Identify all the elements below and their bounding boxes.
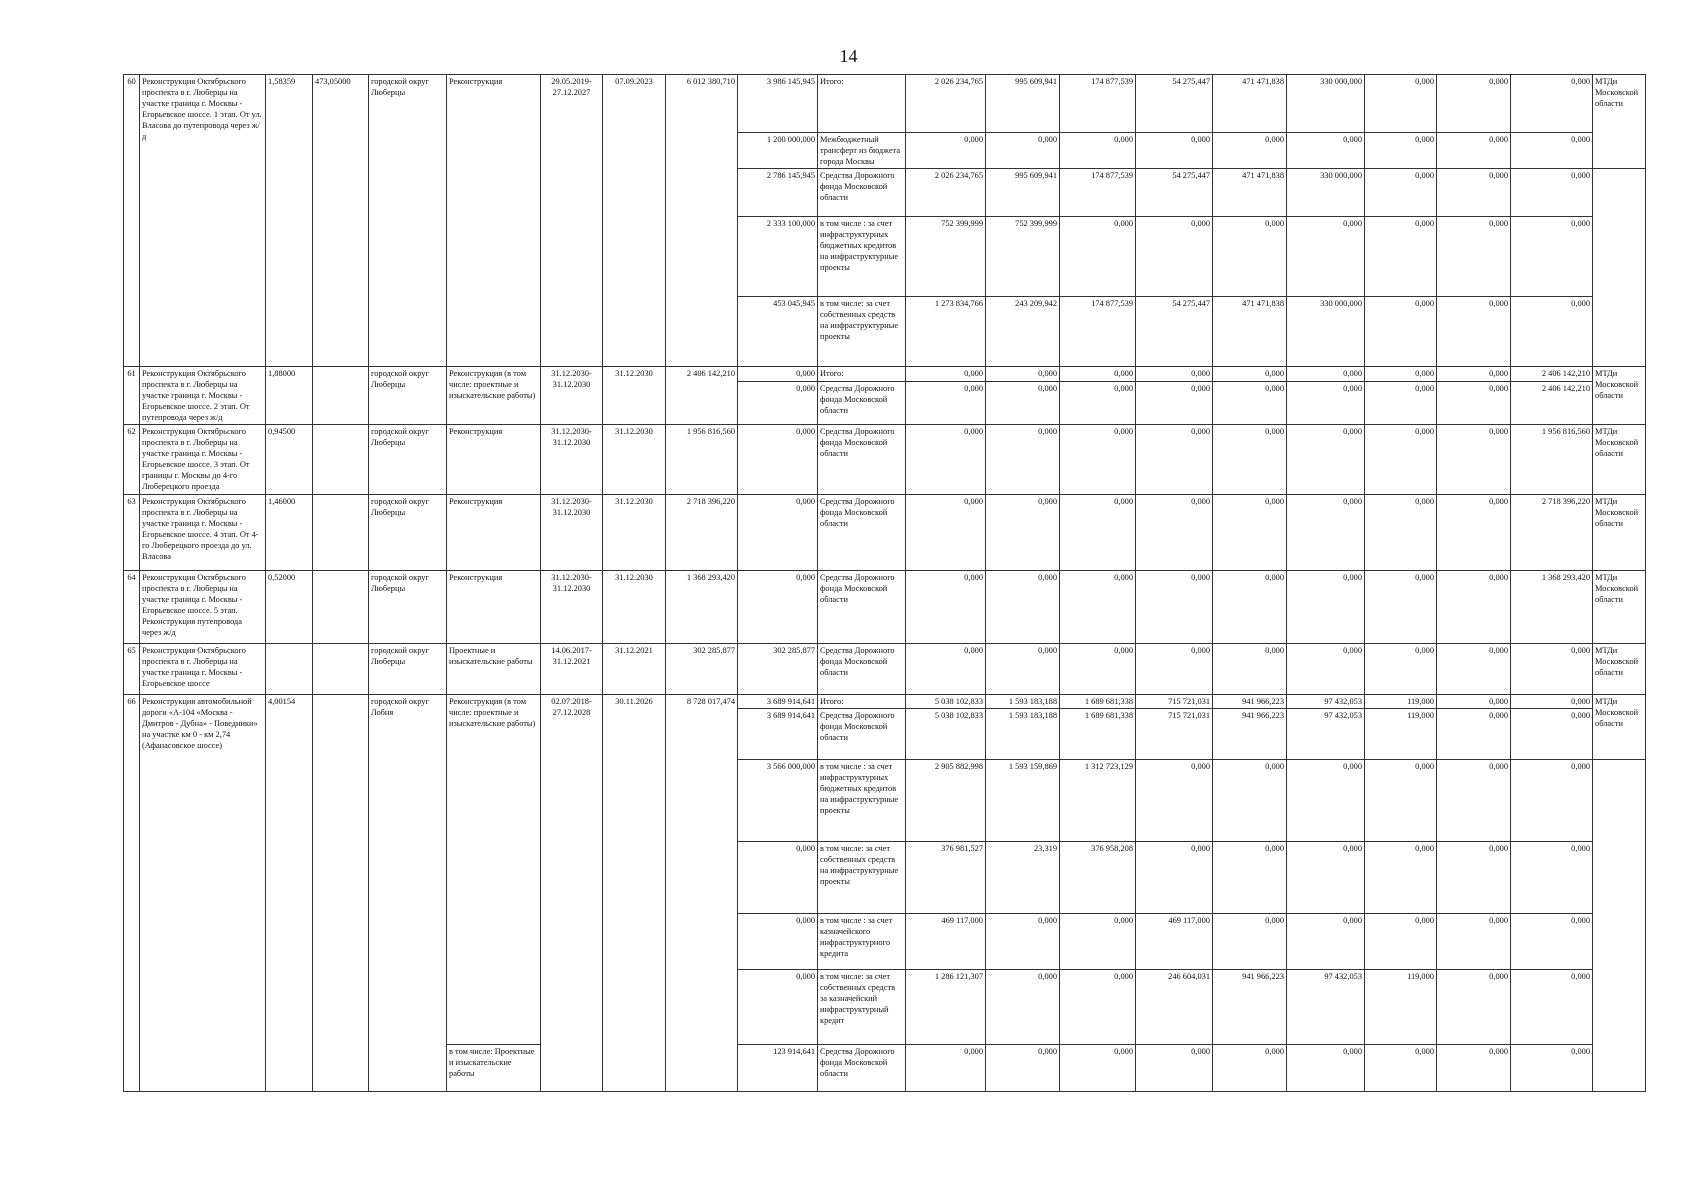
- amount-total: 1 273 834,766: [906, 297, 986, 367]
- object-name: Реконструкция автомобильной дороги «А-104 «Москва - Дмитров - Дубна» - Поведники» на участке км 0 - км 2,74 (Афанасовское шоссе): [140, 695, 266, 1092]
- funding-source: в том числе : за счет инфраструктурных бюджетных кредитов на инфраструктурные проекты: [818, 217, 906, 297]
- funding-source: Средства Дорожного фонда Московской области: [818, 382, 906, 425]
- funding-source: в том числе: за счет собственных средств за казначейский инфраструктурный кредит: [818, 970, 906, 1045]
- funding-source: Средства Дорожного фонда Московской области: [818, 644, 906, 695]
- amount-total: 0,000: [906, 367, 986, 382]
- row-number: 60: [124, 75, 140, 367]
- work-type: Реконструкция: [447, 495, 541, 571]
- work-dates: 14.06.2017-31.12.2021: [541, 644, 603, 695]
- funding-source: в том числе: за счет собственных средств на инфраструктурные проекты: [818, 297, 906, 367]
- page-number: 14: [839, 46, 858, 66]
- amount-year: 1 312 723,129: [1060, 760, 1136, 842]
- amount-year: 0,000: [1136, 1045, 1213, 1092]
- row-number: 61: [124, 367, 140, 425]
- funded-amount: 1 200 000,000: [738, 133, 818, 169]
- amount-year: 0,000: [1287, 425, 1365, 495]
- program-table: [123, 74, 1646, 1092]
- amount-year: 715 721,031: [1136, 709, 1213, 760]
- amount-year: 0,000: [1136, 382, 1213, 425]
- object-name: Реконструкция Октябрьского проспекта в г. Люберцы на участке граница г. Москвы - Егорьевское шоссе. 5 этап. Реконструкция путепровода через ж/д: [140, 571, 266, 644]
- amount-year: 0,000: [1511, 709, 1593, 760]
- amount-year: 0,000: [1511, 297, 1593, 367]
- amount-year: 0,000: [986, 495, 1060, 571]
- amount-year: 0,000: [986, 914, 1060, 970]
- amount-year: 0,000: [1136, 133, 1213, 169]
- executor: МТДи Московской области: [1593, 695, 1646, 760]
- amount-year: 0,000: [1213, 425, 1287, 495]
- length-km: 4,00154: [266, 695, 313, 1092]
- amount-year: 0,000: [1060, 970, 1136, 1045]
- amount-year: 174 877,539: [1060, 75, 1136, 133]
- work-type: в том числе: Проектные и изыскательские работы: [447, 1045, 541, 1092]
- length-km: 1,88000: [266, 367, 313, 425]
- amount-year: 0,000: [1287, 1045, 1365, 1092]
- amount-year: 174 877,539: [1060, 169, 1136, 217]
- amount-year: 0,000: [1287, 382, 1365, 425]
- end-date: 31.12.2030: [603, 425, 666, 495]
- total-cost: 1 956 816,560: [666, 425, 738, 495]
- amount-year: 0,000: [1437, 75, 1511, 133]
- amount-year: 0,000: [1060, 133, 1136, 169]
- row-number: 66: [124, 695, 140, 1092]
- funding-source: Средства Дорожного фонда Московской области: [818, 495, 906, 571]
- executor: МТДи Московской области: [1593, 495, 1646, 571]
- amount-year: 0,000: [1213, 217, 1287, 297]
- row-number: 65: [124, 644, 140, 695]
- amount-year: 246 604,031: [1136, 970, 1213, 1045]
- amount-year: 54 275,447: [1136, 297, 1213, 367]
- table-row: [124, 425, 1646, 495]
- funding-source: Итого:: [818, 695, 906, 709]
- municipality: городской округ Люберцы: [369, 425, 447, 495]
- amount-year: 0,000: [1437, 914, 1511, 970]
- amount-year: 376 958,208: [1060, 842, 1136, 914]
- row-number: 63: [124, 495, 140, 571]
- amount-year: 0,000: [1213, 367, 1287, 382]
- amount-year: 0,000: [1365, 914, 1437, 970]
- funding-source: Средства Дорожного фонда Московской области: [818, 571, 906, 644]
- amount-total: 2 026 234,765: [906, 75, 986, 133]
- end-date: 31.12.2030: [603, 571, 666, 644]
- municipality: городской округ Люберцы: [369, 75, 447, 367]
- amount-year: 23,319: [986, 842, 1060, 914]
- amount-year: 0,000: [1213, 1045, 1287, 1092]
- amount-total: 5 038 102,833: [906, 695, 986, 709]
- amount-year: 941 966,223: [1213, 709, 1287, 760]
- amount-year: 752 399,999: [986, 217, 1060, 297]
- funded-amount: 2 333 100,000: [738, 217, 818, 297]
- funded-amount: 0,000: [738, 571, 818, 644]
- amount-year: 0,000: [1437, 425, 1511, 495]
- amount-year: 0,000: [1437, 133, 1511, 169]
- funding-source: Итого:: [818, 367, 906, 382]
- amount-year: 0,000: [1437, 709, 1511, 760]
- amount-year: 0,000: [1437, 217, 1511, 297]
- amount-year: 941 966,223: [1213, 695, 1287, 709]
- amount-year: 0,000: [1511, 970, 1593, 1045]
- amount-year: 0,000: [1136, 760, 1213, 842]
- amount-year: 0,000: [1437, 1045, 1511, 1092]
- funded-amount: 3 566 000,000: [738, 760, 818, 842]
- amount-year: 995 609,941: [986, 75, 1060, 133]
- amount-year: 0,000: [1511, 169, 1593, 217]
- amount-year: 1 593 183,188: [986, 709, 1060, 760]
- amount-year: 0,000: [1511, 760, 1593, 842]
- amount-year: 0,000: [1365, 367, 1437, 382]
- amount-total: 469 117,000: [906, 914, 986, 970]
- amount-year: 0,000: [1365, 644, 1437, 695]
- amount-year: 0,000: [1437, 571, 1511, 644]
- funded-amount: 302 285,877: [738, 644, 818, 695]
- amount-year: 0,000: [1060, 1045, 1136, 1092]
- amount-year: 0,000: [1437, 970, 1511, 1045]
- amount-year: 0,000: [1213, 914, 1287, 970]
- object-name: Реконструкция Октябрьского проспекта в г. Люберцы на участке граница г. Москвы - Егорьевское шоссе. 4 этап. От 4-го Люберецкого проезда до ул. Власова: [140, 495, 266, 571]
- amount-year: 0,000: [1287, 495, 1365, 571]
- amount-year: 0,000: [1437, 695, 1511, 709]
- amount-year: 469 117,000: [1136, 914, 1213, 970]
- amount-year: 0,000: [1437, 760, 1511, 842]
- amount-year: 0,000: [1287, 842, 1365, 914]
- amount-total: 5 038 102,833: [906, 709, 986, 760]
- total-cost: 6 012 380,710: [666, 75, 738, 367]
- amount-total: 0,000: [906, 133, 986, 169]
- amount-year: 2 406 142,210: [1511, 367, 1593, 382]
- work-dates: 31.12.2030-31.12.2030: [541, 495, 603, 571]
- amount-year: 0,000: [1437, 169, 1511, 217]
- funding-source: Средства Дорожного фонда Московской области: [818, 169, 906, 217]
- area-value: [313, 425, 369, 495]
- work-dates: 29.05.2019-27.12.2027: [541, 75, 603, 367]
- total-cost: 2 406 142,210: [666, 367, 738, 425]
- amount-year: 0,000: [1511, 75, 1593, 133]
- end-date: 31.12.2021: [603, 644, 666, 695]
- amount-year: 0,000: [1365, 297, 1437, 367]
- amount-year: 0,000: [1365, 571, 1437, 644]
- amount-year: 0,000: [986, 644, 1060, 695]
- amount-year: 0,000: [1136, 425, 1213, 495]
- funding-source: Средства Дорожного фонда Московской области: [818, 425, 906, 495]
- amount-year: 330 000,000: [1287, 169, 1365, 217]
- amount-year: 1 689 681,338: [1060, 695, 1136, 709]
- amount-year: 0,000: [1287, 914, 1365, 970]
- amount-total: 0,000: [906, 571, 986, 644]
- amount-year: 0,000: [1365, 75, 1437, 133]
- object-name: Реконструкция Октябрьского проспекта в г. Люберцы на участке граница г. Москвы - Егорьевское шоссе. 2 этап. От путепровода через ж/д: [140, 367, 266, 425]
- amount-year: 0,000: [1213, 644, 1287, 695]
- funded-amount: 0,000: [738, 842, 818, 914]
- length-km: 0,94500: [266, 425, 313, 495]
- executor: МТДи Московской области: [1593, 367, 1646, 425]
- amount-year: 97 432,053: [1287, 970, 1365, 1045]
- funding-source: Средства Дорожного фонда Московской области: [818, 709, 906, 760]
- municipality: городской округ Люберцы: [369, 367, 447, 425]
- municipality: городской округ Люберцы: [369, 571, 447, 644]
- amount-year: 0,000: [1060, 914, 1136, 970]
- amount-year: 0,000: [1213, 760, 1287, 842]
- area-value: 473,05000: [313, 75, 369, 367]
- table-row: [124, 644, 1646, 695]
- amount-year: 0,000: [1437, 297, 1511, 367]
- amount-year: 0,000: [1060, 382, 1136, 425]
- amount-year: 471 471,838: [1213, 75, 1287, 133]
- table-row: [124, 495, 1646, 571]
- length-km: 1,46000: [266, 495, 313, 571]
- row-number: 64: [124, 571, 140, 644]
- amount-year: 995 609,941: [986, 169, 1060, 217]
- funding-source: в том числе : за счет инфраструктурных бюджетных кредитов на инфраструктурные проекты: [818, 760, 906, 842]
- amount-year: 119,000: [1365, 970, 1437, 1045]
- municipality: городской округ Люберцы: [369, 644, 447, 695]
- amount-year: 471 471,838: [1213, 169, 1287, 217]
- amount-year: 0,000: [986, 571, 1060, 644]
- amount-year: 1 593 183,188: [986, 695, 1060, 709]
- funded-amount: 3 689 914,641: [738, 695, 818, 709]
- amount-year: 0,000: [1365, 425, 1437, 495]
- funding-source: Средства Дорожного фонда Московской области: [818, 1045, 906, 1092]
- total-cost: 8 728 017,474: [666, 695, 738, 1092]
- work-type: Реконструкция: [447, 425, 541, 495]
- funded-amount: 2 786 145,945: [738, 169, 818, 217]
- amount-year: 0,000: [1437, 842, 1511, 914]
- amount-year: 0,000: [1136, 842, 1213, 914]
- amount-year: 1 368 293,420: [1511, 571, 1593, 644]
- amount-year: 0,000: [1213, 495, 1287, 571]
- amount-year: 0,000: [1365, 760, 1437, 842]
- amount-year: 0,000: [1437, 382, 1511, 425]
- amount-year: 0,000: [986, 382, 1060, 425]
- funded-amount: 0,000: [738, 425, 818, 495]
- executor: МТДи Московской области: [1593, 425, 1646, 495]
- amount-year: 2 718 396,220: [1511, 495, 1593, 571]
- area-value: [313, 495, 369, 571]
- amount-year: 243 209,942: [986, 297, 1060, 367]
- work-type: Проектные и изыскательские работы: [447, 644, 541, 695]
- amount-year: 0,000: [1511, 217, 1593, 297]
- amount-year: 0,000: [1060, 571, 1136, 644]
- amount-year: 97 432,053: [1287, 709, 1365, 760]
- funded-amount: 3 986 145,945: [738, 75, 818, 133]
- table-row: [124, 75, 1646, 133]
- amount-total: 1 286 121,307: [906, 970, 986, 1045]
- object-name: Реконструкция Октябрьского проспекта в г. Люберцы на участке граница г. Москвы - Егорьевское шоссе. 1 этап. От ул. Власова до путепровода через ж/д: [140, 75, 266, 367]
- total-cost: 302 285,877: [666, 644, 738, 695]
- amount-year: 0,000: [1287, 217, 1365, 297]
- amount-year: 0,000: [1136, 367, 1213, 382]
- amount-year: 0,000: [1365, 1045, 1437, 1092]
- funded-amount: 123 914,641: [738, 1045, 818, 1092]
- amount-year: 0,000: [1060, 644, 1136, 695]
- work-dates: 31.12.2030-31.12.2030: [541, 425, 603, 495]
- funding-source: Итого:: [818, 75, 906, 133]
- amount-year: 0,000: [1287, 644, 1365, 695]
- end-date: 31.12.2030: [603, 495, 666, 571]
- length-km: 0,52000: [266, 571, 313, 644]
- amount-year: 0,000: [1287, 760, 1365, 842]
- amount-year: 0,000: [1511, 695, 1593, 709]
- end-date: 07.09.2023: [603, 75, 666, 367]
- total-cost: 2 718 396,220: [666, 495, 738, 571]
- amount-year: 0,000: [1136, 217, 1213, 297]
- amount-year: 0,000: [1365, 133, 1437, 169]
- executor-empty: [1593, 760, 1646, 1092]
- amount-year: 0,000: [986, 1045, 1060, 1092]
- funding-source: в том числе : за счет казначейского инфраструктурного кредита: [818, 914, 906, 970]
- work-type: Реконструкция: [447, 75, 541, 367]
- amount-year: 715 721,031: [1136, 695, 1213, 709]
- funding-source: в том числе: за счет собственных средств на инфраструктурные проекты: [818, 842, 906, 914]
- funded-amount: 3 689 914,641: [738, 709, 818, 760]
- amount-year: 0,000: [1287, 367, 1365, 382]
- executor: МТДи Московской области: [1593, 75, 1646, 169]
- amount-year: 0,000: [1287, 571, 1365, 644]
- funded-amount: 0,000: [738, 495, 818, 571]
- amount-year: 0,000: [1365, 217, 1437, 297]
- amount-year: 0,000: [1365, 169, 1437, 217]
- amount-year: 0,000: [1437, 367, 1511, 382]
- funded-amount: 0,000: [738, 382, 818, 425]
- amount-year: 0,000: [986, 367, 1060, 382]
- amount-year: 0,000: [1365, 842, 1437, 914]
- end-date: 30.11.2026: [603, 695, 666, 1092]
- amount-year: 119,000: [1365, 695, 1437, 709]
- amount-year: 54 275,447: [1136, 169, 1213, 217]
- amount-year: 0,000: [986, 133, 1060, 169]
- amount-year: 0,000: [1511, 644, 1593, 695]
- area-value: [313, 695, 369, 1092]
- amount-total: 0,000: [906, 495, 986, 571]
- amount-year: 0,000: [1213, 571, 1287, 644]
- work-dates: 31.12.2030-31.12.2030: [541, 367, 603, 425]
- amount-year: 174 877,539: [1060, 297, 1136, 367]
- amount-year: 0,000: [1365, 382, 1437, 425]
- executor-empty: [1593, 169, 1646, 367]
- amount-year: 2 406 142,210: [1511, 382, 1593, 425]
- amount-year: 0,000: [1437, 495, 1511, 571]
- work-dates: 31.12.2030-31.12.2030: [541, 571, 603, 644]
- amount-year: 0,000: [1060, 425, 1136, 495]
- end-date: 31.12.2030: [603, 367, 666, 425]
- area-value: [313, 571, 369, 644]
- amount-year: 1 593 159,869: [986, 760, 1060, 842]
- amount-year: 0,000: [1511, 1045, 1593, 1092]
- area-value: [313, 367, 369, 425]
- amount-year: 0,000: [1060, 367, 1136, 382]
- amount-total: 376 981,527: [906, 842, 986, 914]
- amount-year: 0,000: [1511, 133, 1593, 169]
- amount-year: 0,000: [1213, 382, 1287, 425]
- row-number: 62: [124, 425, 140, 495]
- amount-year: 0,000: [986, 970, 1060, 1045]
- work-type: Реконструкция: [447, 571, 541, 644]
- length-km: 1,58359: [266, 75, 313, 367]
- table-row: [124, 367, 1646, 382]
- work-type: Реконструкция (в том числе: проектные и изыскательские работы): [447, 367, 541, 425]
- amount-year: 0,000: [1365, 495, 1437, 571]
- amount-year: 97 432,053: [1287, 695, 1365, 709]
- amount-year: 119,000: [1365, 709, 1437, 760]
- total-cost: 1 368 293,420: [666, 571, 738, 644]
- funded-amount: 453 045,945: [738, 297, 818, 367]
- municipality: городской округ Лобня: [369, 695, 447, 1092]
- amount-year: 0,000: [1213, 133, 1287, 169]
- amount-year: 0,000: [1136, 495, 1213, 571]
- amount-year: 0,000: [1287, 133, 1365, 169]
- amount-total: 752 399,999: [906, 217, 986, 297]
- amount-year: 1 689 681,338: [1060, 709, 1136, 760]
- amount-year: 941 966,223: [1213, 970, 1287, 1045]
- area-value: [313, 644, 369, 695]
- amount-year: 0,000: [1437, 644, 1511, 695]
- amount-year: 0,000: [1060, 495, 1136, 571]
- amount-year: 0,000: [1136, 644, 1213, 695]
- amount-year: 0,000: [1511, 914, 1593, 970]
- amount-year: 0,000: [986, 425, 1060, 495]
- work-dates: 02.07.2018-27.12.2028: [541, 695, 603, 1092]
- funding-source: Межбюджетный трансферт из бюджета города Москвы: [818, 133, 906, 169]
- amount-year: 330 000,000: [1287, 75, 1365, 133]
- amount-year: 0,000: [1511, 842, 1593, 914]
- amount-total: 2 905 882,998: [906, 760, 986, 842]
- amount-year: 471 471,838: [1213, 297, 1287, 367]
- amount-year: 54 275,447: [1136, 75, 1213, 133]
- object-name: Реконструкция Октябрьского проспекта в г. Люберцы на участке граница г. Москвы - Егорьевское шоссе. 3 этап. От границы г. Москвы до 4-го Люберецкого проезда: [140, 425, 266, 495]
- table-row: [124, 695, 1646, 709]
- executor: МТДи Московской области: [1593, 571, 1646, 644]
- amount-total: 0,000: [906, 1045, 986, 1092]
- funded-amount: 0,000: [738, 914, 818, 970]
- object-name: Реконструкция Октябрьского проспекта в г. Люберцы на участке граница г. Москвы - Егорьевское шоссе: [140, 644, 266, 695]
- executor: МТДи Московской области: [1593, 644, 1646, 695]
- amount-year: 0,000: [1136, 571, 1213, 644]
- amount-total: 0,000: [906, 425, 986, 495]
- amount-total: 2 026 234,765: [906, 169, 986, 217]
- amount-year: 0,000: [1213, 842, 1287, 914]
- amount-year: 0,000: [1060, 217, 1136, 297]
- amount-year: 1 956 816,560: [1511, 425, 1593, 495]
- municipality: городской округ Люберцы: [369, 495, 447, 571]
- work-type: Реконструкция (в том числе: проектные и изыскательские работы): [447, 695, 541, 1045]
- length-km: [266, 644, 313, 695]
- table-row: [124, 571, 1646, 644]
- funded-amount: 0,000: [738, 367, 818, 382]
- funded-amount: 0,000: [738, 970, 818, 1045]
- amount-total: 0,000: [906, 382, 986, 425]
- amount-year: 330 000,000: [1287, 297, 1365, 367]
- amount-total: 0,000: [906, 644, 986, 695]
